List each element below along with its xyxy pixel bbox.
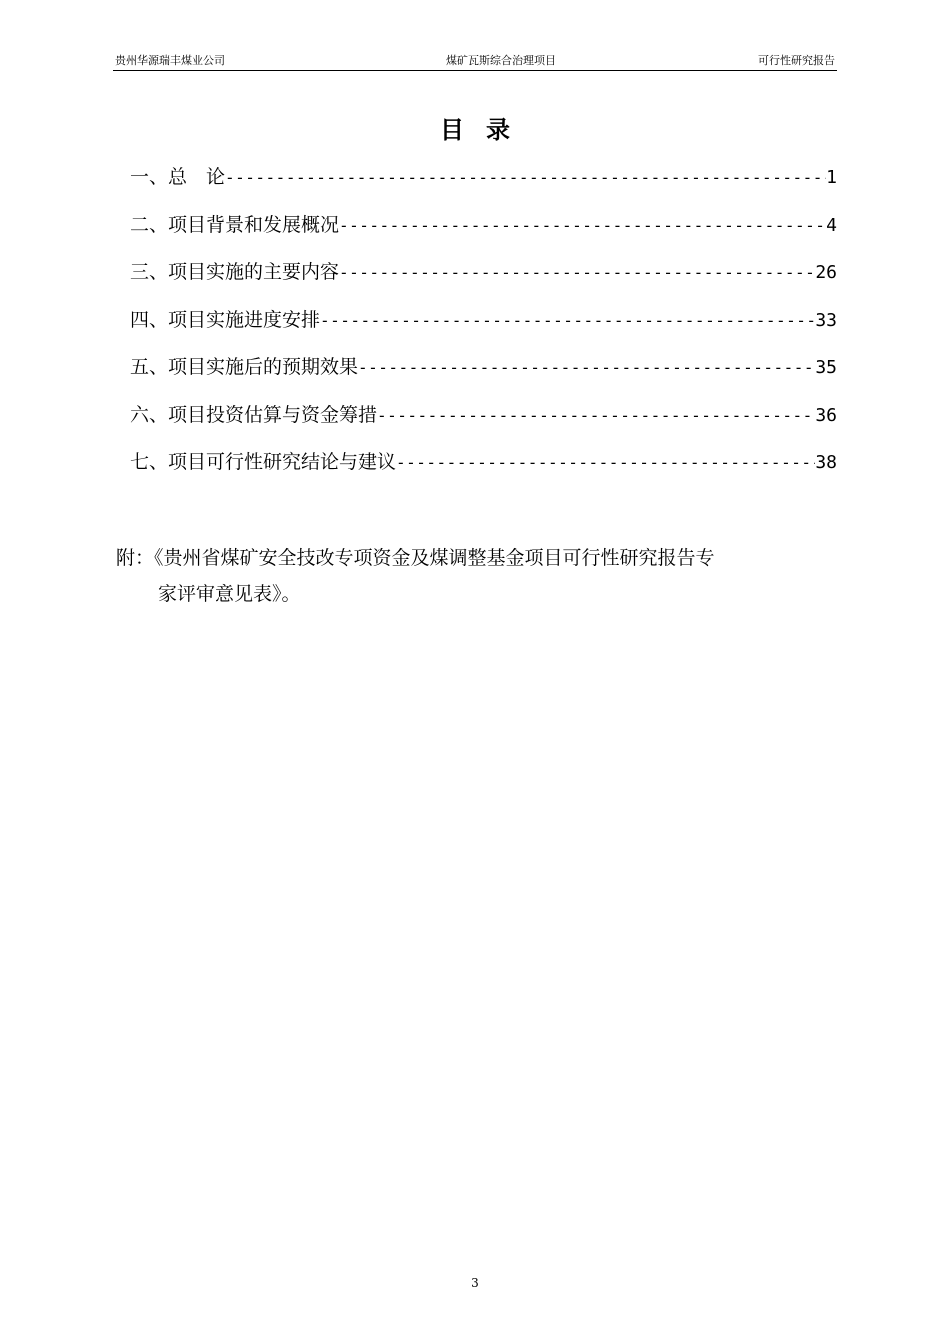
- toc-entry-label: 七、项目可行性研究结论与建议: [130, 451, 397, 473]
- toc-entry-page: 38: [815, 452, 837, 473]
- toc-leader: [358, 352, 815, 384]
- page-header: [113, 52, 837, 71]
- toc-entry-page: 36: [815, 404, 837, 426]
- toc-entry[interactable]: [130, 304, 837, 352]
- toc-entry[interactable]: [130, 209, 837, 257]
- toc-entry-page: 35: [815, 357, 837, 378]
- toc-entry-label: 四、项目实施进度安排: [130, 308, 321, 331]
- toc-entry-label: 五、项目实施后的预期效果: [130, 356, 359, 378]
- toc-leader: [339, 210, 826, 242]
- toc-leader: [339, 257, 815, 289]
- toc-title: 目录: [440, 115, 532, 144]
- toc-leader: [225, 162, 826, 194]
- toc-entry[interactable]: [130, 351, 837, 399]
- toc-entry-page: 33: [815, 309, 837, 331]
- header-report-type: 可行性研究报告: [758, 54, 835, 67]
- toc-entry-label: 六、项目投资估算与资金筹措: [130, 403, 378, 426]
- table-of-contents: [130, 161, 837, 494]
- toc-entry-label: 二、项目背景和发展概况: [130, 213, 340, 236]
- toc-leader: [396, 447, 815, 479]
- toc-leader: [320, 305, 815, 337]
- toc-entry-label: 一、总 论: [130, 166, 226, 188]
- appendix-line: 附：《贵州省煤矿安全技改专项资金及煤调整基金项目可行性研究报告专: [116, 547, 715, 569]
- toc-entry[interactable]: [130, 161, 837, 209]
- toc-entry-page: 4: [826, 214, 837, 236]
- toc-entry-page: 1: [826, 167, 837, 188]
- toc-entry[interactable]: [130, 256, 837, 304]
- toc-entry-label: 三、项目实施的主要内容: [130, 261, 340, 283]
- toc-entry-page: 26: [815, 262, 837, 283]
- appendix-note: [116, 540, 838, 612]
- toc-leader: [377, 400, 815, 432]
- appendix-line: 家评审意见表》。: [158, 583, 301, 605]
- header-company: 贵州华源瑞丰煤业公司: [115, 54, 225, 67]
- page-number: 3: [471, 1276, 479, 1290]
- toc-entry[interactable]: [130, 399, 837, 447]
- header-project: 煤矿瓦斯综合治理项目: [446, 54, 556, 67]
- toc-entry[interactable]: [130, 446, 837, 494]
